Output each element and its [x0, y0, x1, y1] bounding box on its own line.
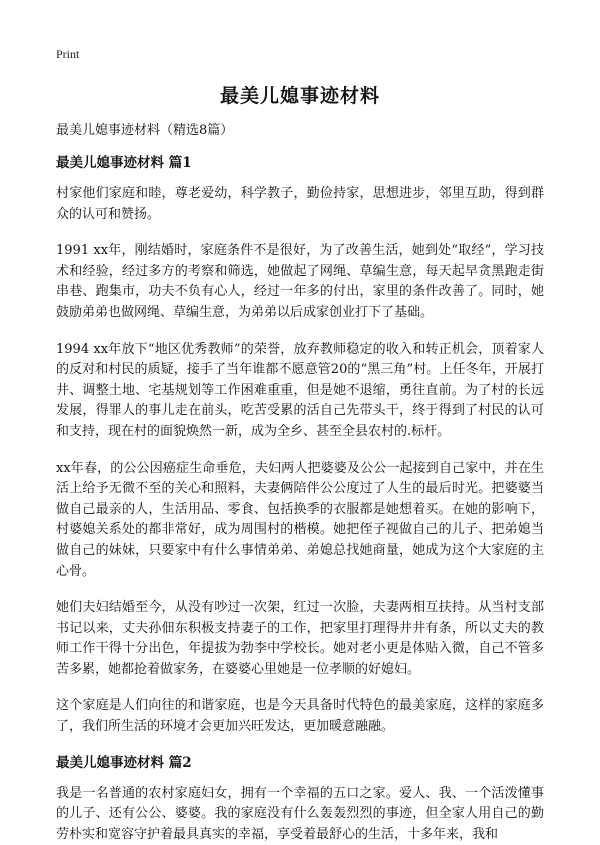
document-title: 最美儿媳事迹材料 — [219, 85, 380, 107]
paragraph: 我是一名普通的农村家庭妇女，拥有一个幸福的五口之家。爱人、我、一个活泼懂事的儿子、还有公公、婆婆。我的家庭没有什么轰轰烈烈的事迹，但全家人用自己的勤劳朴实和宽容守护着最具真实的幸福，享受着最舒心的生活，十多年来，我和 — [56, 785, 544, 842]
paragraph: 1994 xx年放下“地区优秀教师”的荣誉，放弃教师稳定的收入和转正机会，顶着家人的反对和村民的质疑，接手了当年谁都不愿意管20的“黑三角”村。上任冬年，开展打井、调整土地、宅基规划等工作困难重重，但是她不退缩，勇往直前。为了村的长远发展，得罪人的事儿走在前头，吃苦受累的活自己先带头干，终于得到了村民的认可和支持，现在村的面貌焕然一新，成为全乡、甚至全县农村的.标杆。 — [56, 341, 544, 439]
section-2 — [56, 754, 544, 845]
print-link[interactable]: Print — [56, 47, 80, 61]
document-subtitle: 最美儿媳事迹材料（精选8篇） — [56, 123, 234, 138]
paragraph: 村家他们家庭和睦，尊老爱幼，科学教子，勤俭持家，思想进步，邻里互助，得到群众的认可和赞扬。 — [56, 186, 544, 222]
document-body — [56, 122, 544, 845]
section-heading: 最美儿媳事迹材料 篇1 — [56, 155, 192, 171]
paragraph: 这个家庭是人们向往的和谐家庭，也是今天具备时代特色的最美家庭，这样的家庭多了，我们所生活的环境才会更加兴旺发达，更加暖意融融。 — [56, 698, 544, 735]
paragraph: xx年春，的公公因癌症生命垂危，夫妇两人把婆婆及公公一起接到自己家中，并在生活上给予无微不至的关心和照料，夫妻俩陪伴公公度过了人生的最后时光。把婆婆当做自己最亲的人，生活用品、零食、包括换季的衣服都是她想着买。在她的影响下，村婆媳关系处的都非常好，成为周围村的楷模。她把侄子视做自己的儿子、把弟媳当做自己的妹妹，只要家中有什么事情弟弟、弟媳总找她商量，她成为这个大家庭的主心骨。 — [56, 460, 544, 579]
section-1 — [56, 154, 544, 738]
paragraph: 1991 xx年，刚结婚时，家庭条件不是很好，为了改善生活，她到处“取经”，学习技术和经验，经过多方的考察和筛选，她做起了网绳、草编生意，每天起早贪黑跑走街串巷、跑集市，功夫不负有心人，经过一年多的付出，家里的条件改善了。同时，她鼓励弟弟也做网绳、草编生意，为弟弟以后成家创业打下了基础。 — [56, 243, 544, 320]
paragraph: 她们夫妇结婚至今，从没有吵过一次架，红过一次脸，夫妻两相互扶持。从当村支部书记以来，丈夫孙佃东积极支持妻子的工作，把家里打理得井井有条，所以丈夫的教师工作干得十分出色，年提拔为勃李中学校长。她对老小更是体贴入微，自己不管多苦多累，她都抢着做家务，在婆婆心里她是一位孝顺的好媳妇。 — [56, 600, 544, 677]
section-heading: 最美儿媳事迹材料 篇2 — [56, 754, 192, 771]
